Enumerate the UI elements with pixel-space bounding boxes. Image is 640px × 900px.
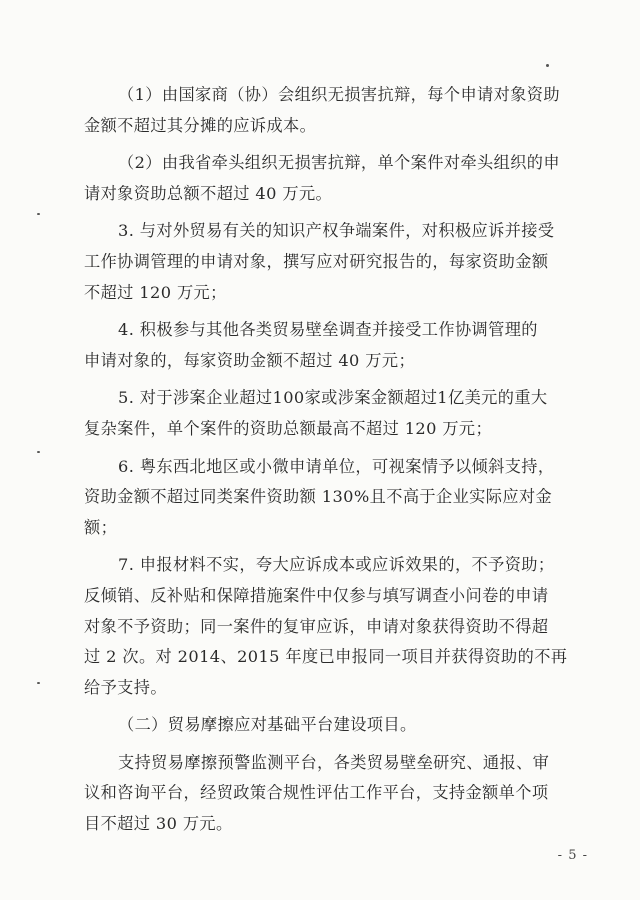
paragraph-item-3: 3. 与对外贸易有关的知识产权争端案件，对积极应诉并接受 工作协调管理的申请对象，撰写应对研究报告的，每家资助金额 不超过 120 万元； bbox=[84, 221, 555, 302]
scan-speck bbox=[37, 213, 40, 215]
paragraph-item-5: 5. 对于涉案企业超过100家或涉案金额超过1亿美元的重大 复杂案件，单个案件的资助总额最高不超过 120 万元； bbox=[84, 388, 548, 438]
paragraph-item-7: 7. 申报材料不实，夸大应诉成本或应诉效果的，不予资助； 反倾销、反补贴和保障措施案件中仅参与填写调查小问卷的申请 对象不予资助；同一案件的复审应诉，申请对象获得资助不得超 过 2 次。对 2014、2015 年度已申报同一项目并获得资助的不再 给予支持。 bbox=[84, 555, 568, 697]
scan-speck bbox=[546, 64, 549, 67]
page-number: - 5 - bbox=[557, 848, 588, 863]
paragraph-item-6: 6. 粤东西北地区或小微申请单位，可视案情予以倾斜支持， 资助金额不超过同类案件资助额 130%且不高于企业实际应对金 额； bbox=[84, 456, 555, 537]
paragraph-item-4: 4. 积极参与其他各类贸易壁垒调查并接受工作协调管理的 申请对象的，每家资助金额不超过 40 万元； bbox=[84, 320, 538, 370]
section-heading-2: （二）贸易摩擦应对基础平台建设项目。 bbox=[118, 715, 417, 735]
scan-speck bbox=[37, 682, 40, 684]
document-body bbox=[84, 80, 584, 847]
paragraph-item-2: （2）由我省牵头组织无损害抗辩，单个案件对牵头组织的申 请对象资助总额不超过 40 万元。 bbox=[84, 153, 560, 203]
paragraph-item-1: （1）由国家商（协）会组织无损害抗辩，每个申请对象资助 金额不超过其分摊的应诉成本。 bbox=[84, 85, 560, 135]
scan-speck bbox=[37, 451, 40, 453]
paragraph-platform: 支持贸易摩擦预警监测平台，各类贸易壁垒研究、通报、审 议和咨询平台，经贸政策合规性评估工作平台，支持金额单个项 目不超过 30 万元。 bbox=[84, 752, 550, 834]
